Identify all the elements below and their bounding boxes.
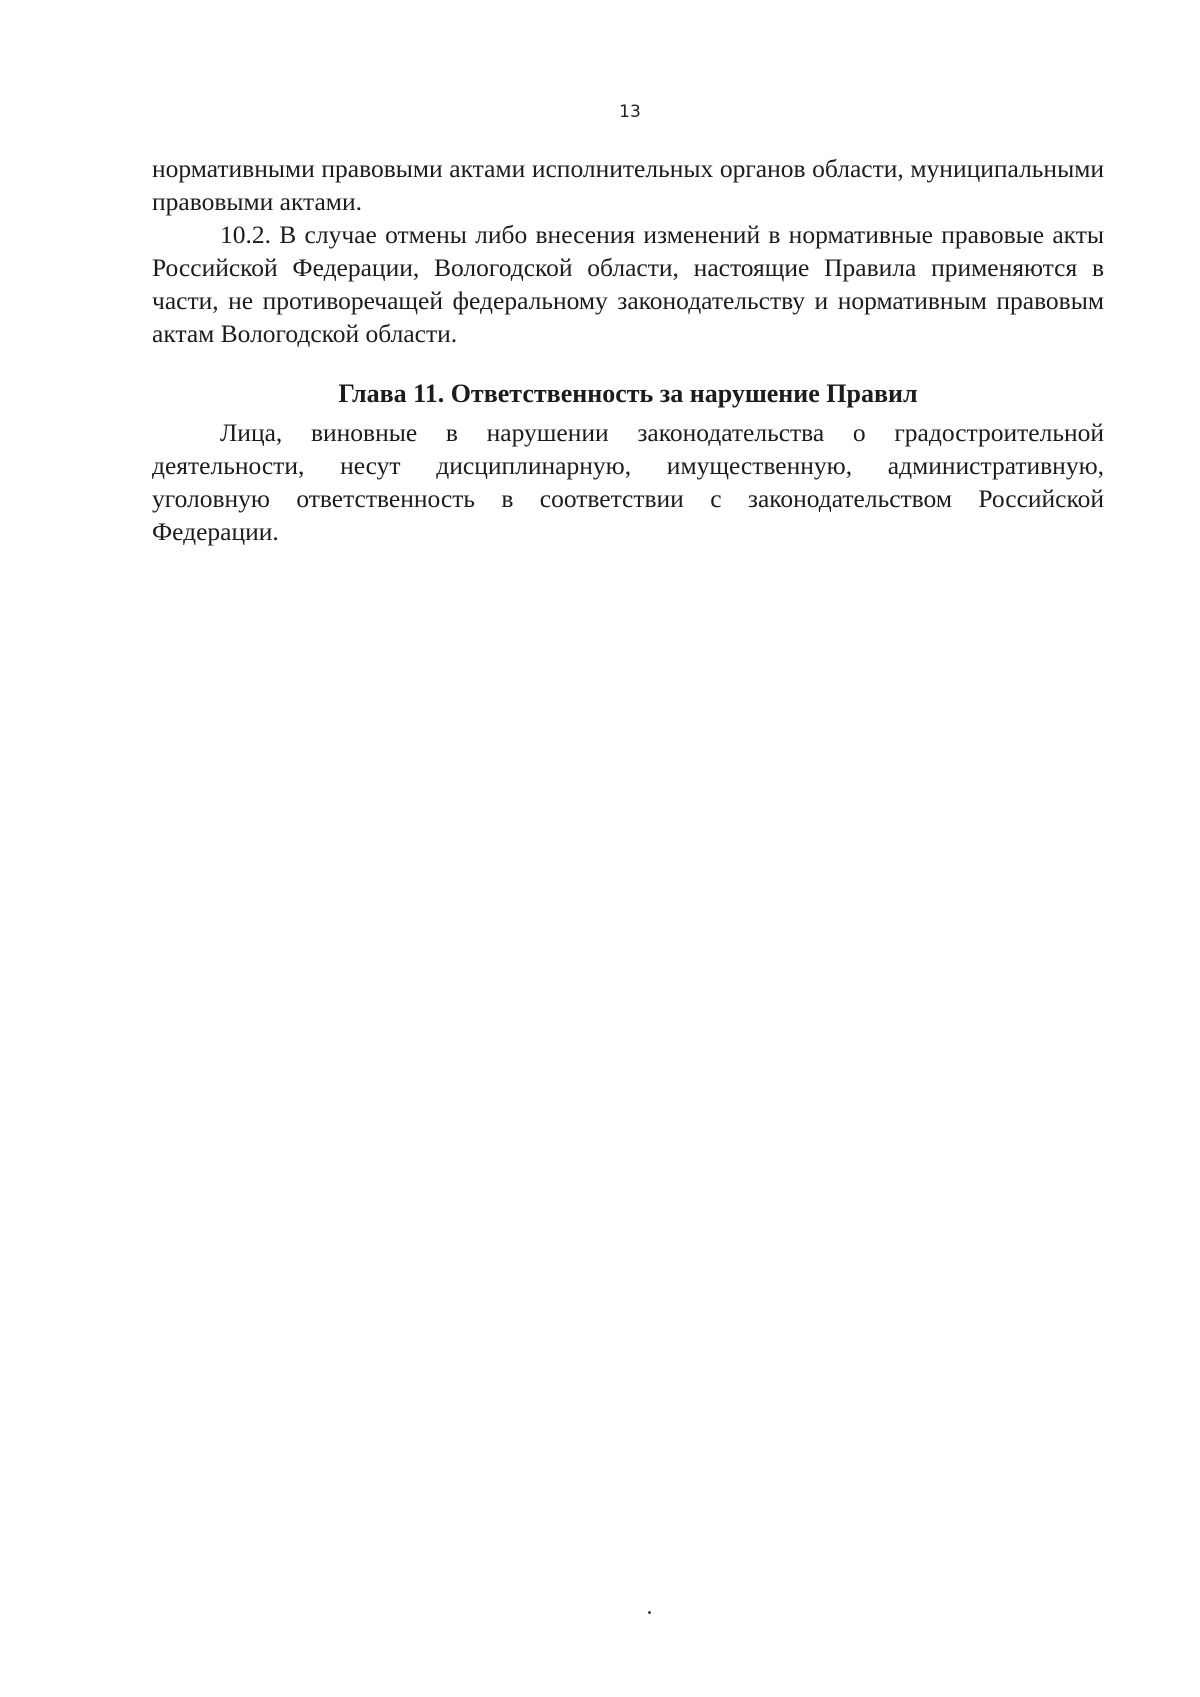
chapter-11-paragraph: Лица, виновные в нарушении законодательства о градостроительной деятельности, несут дисциплинарную, имущественную, административную, уголовную ответственность в соответствии с законодательством Российской Федерации. <box>152 418 1104 546</box>
paragraph-continuation: нормативными правовыми актами исполнительных органов области, муниципальными правовыми актами. <box>152 154 1104 216</box>
document-body <box>152 152 1104 548</box>
scan-dot-mark <box>648 1611 651 1614</box>
page-number: 13 <box>619 102 641 122</box>
chapter-11-heading: Глава 11. Ответственность за нарушение Правил <box>338 379 918 408</box>
paragraph-10-2: 10.2. В случае отмены либо внесения изменений в нормативные правовые акты Российской Федерации, Вологодской области, настоящие Правила применяются в части, не противоречащей федеральному законодательству и нормативным правовым актам Вологодской области. <box>152 220 1104 348</box>
